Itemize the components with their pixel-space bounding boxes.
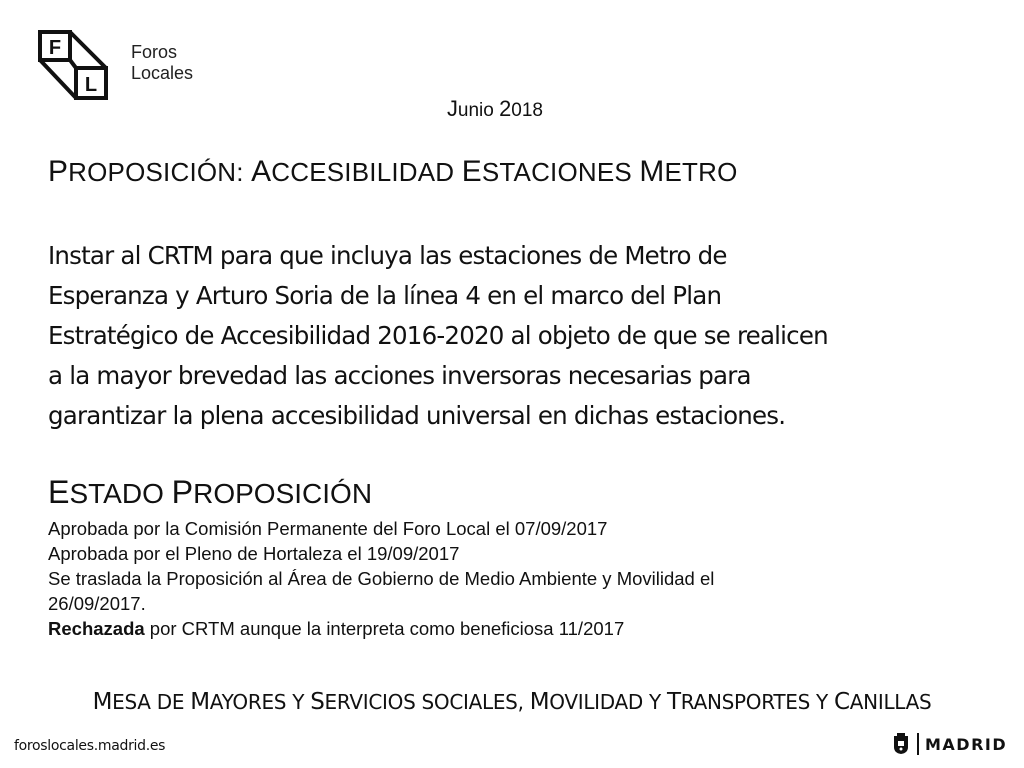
madrid-crest-icon <box>893 733 909 755</box>
status-item-rejected: Rechazada por CRTM aunque la interpreta como beneficiosa 11/2017 <box>48 618 625 639</box>
logo-letter-l: L <box>84 74 98 96</box>
status-item: Aprobada por el Pleno de Hortaleza el 19/09/2017 <box>48 543 460 564</box>
foros-locales-logo-icon <box>38 30 110 102</box>
date-label: Junio 2018 <box>447 96 543 121</box>
status-item: 26/09/2017. <box>48 593 146 614</box>
madrid-logo <box>893 732 1007 756</box>
proposal-body <box>48 236 988 436</box>
rejected-label: Rechazada <box>48 618 145 639</box>
logo-line-locales: Locales <box>131 63 194 83</box>
commission-footer: MESA DE MAYORES Y SERVICIOS SOCIALES, MOVILIDAD Y TRANSPORTES Y CANILLAS <box>92 689 932 715</box>
status-list <box>48 516 998 641</box>
logo-wordmark <box>131 42 193 84</box>
body-line: Instar al CRTM para que incluya las estaciones de Metro de <box>48 241 727 270</box>
status-item: Se traslada la Proposición al Área de Gobierno de Medio Ambiente y Movilidad el <box>48 568 715 589</box>
body-line: garantizar la plena accesibilidad universal en dichas estaciones. <box>48 401 786 430</box>
body-line: Estratégico de Accesibilidad 2016-2020 al objeto de que se realicen <box>48 321 828 350</box>
status-heading: ESTADO PROPOSICIÓN <box>48 474 373 510</box>
logo-line-foros: Foros <box>131 42 178 62</box>
proposal-title: PROPOSICIÓN: ACCESIBILIDAD ESTACIONES METRO <box>48 155 738 188</box>
status-item: Aprobada por la Comisión Permanente del Foro Local el 07/09/2017 <box>48 518 608 539</box>
madrid-label: MADRID <box>925 734 1008 754</box>
madrid-divider <box>917 733 919 755</box>
body-line: a la mayor brevedad las acciones inversoras necesarias para <box>48 361 751 390</box>
site-url[interactable]: foroslocales.madrid.es <box>14 738 166 754</box>
logo-letter-f: F <box>48 37 62 59</box>
body-line: Esperanza y Arturo Soria de la línea 4 en el marco del Plan <box>48 281 722 310</box>
